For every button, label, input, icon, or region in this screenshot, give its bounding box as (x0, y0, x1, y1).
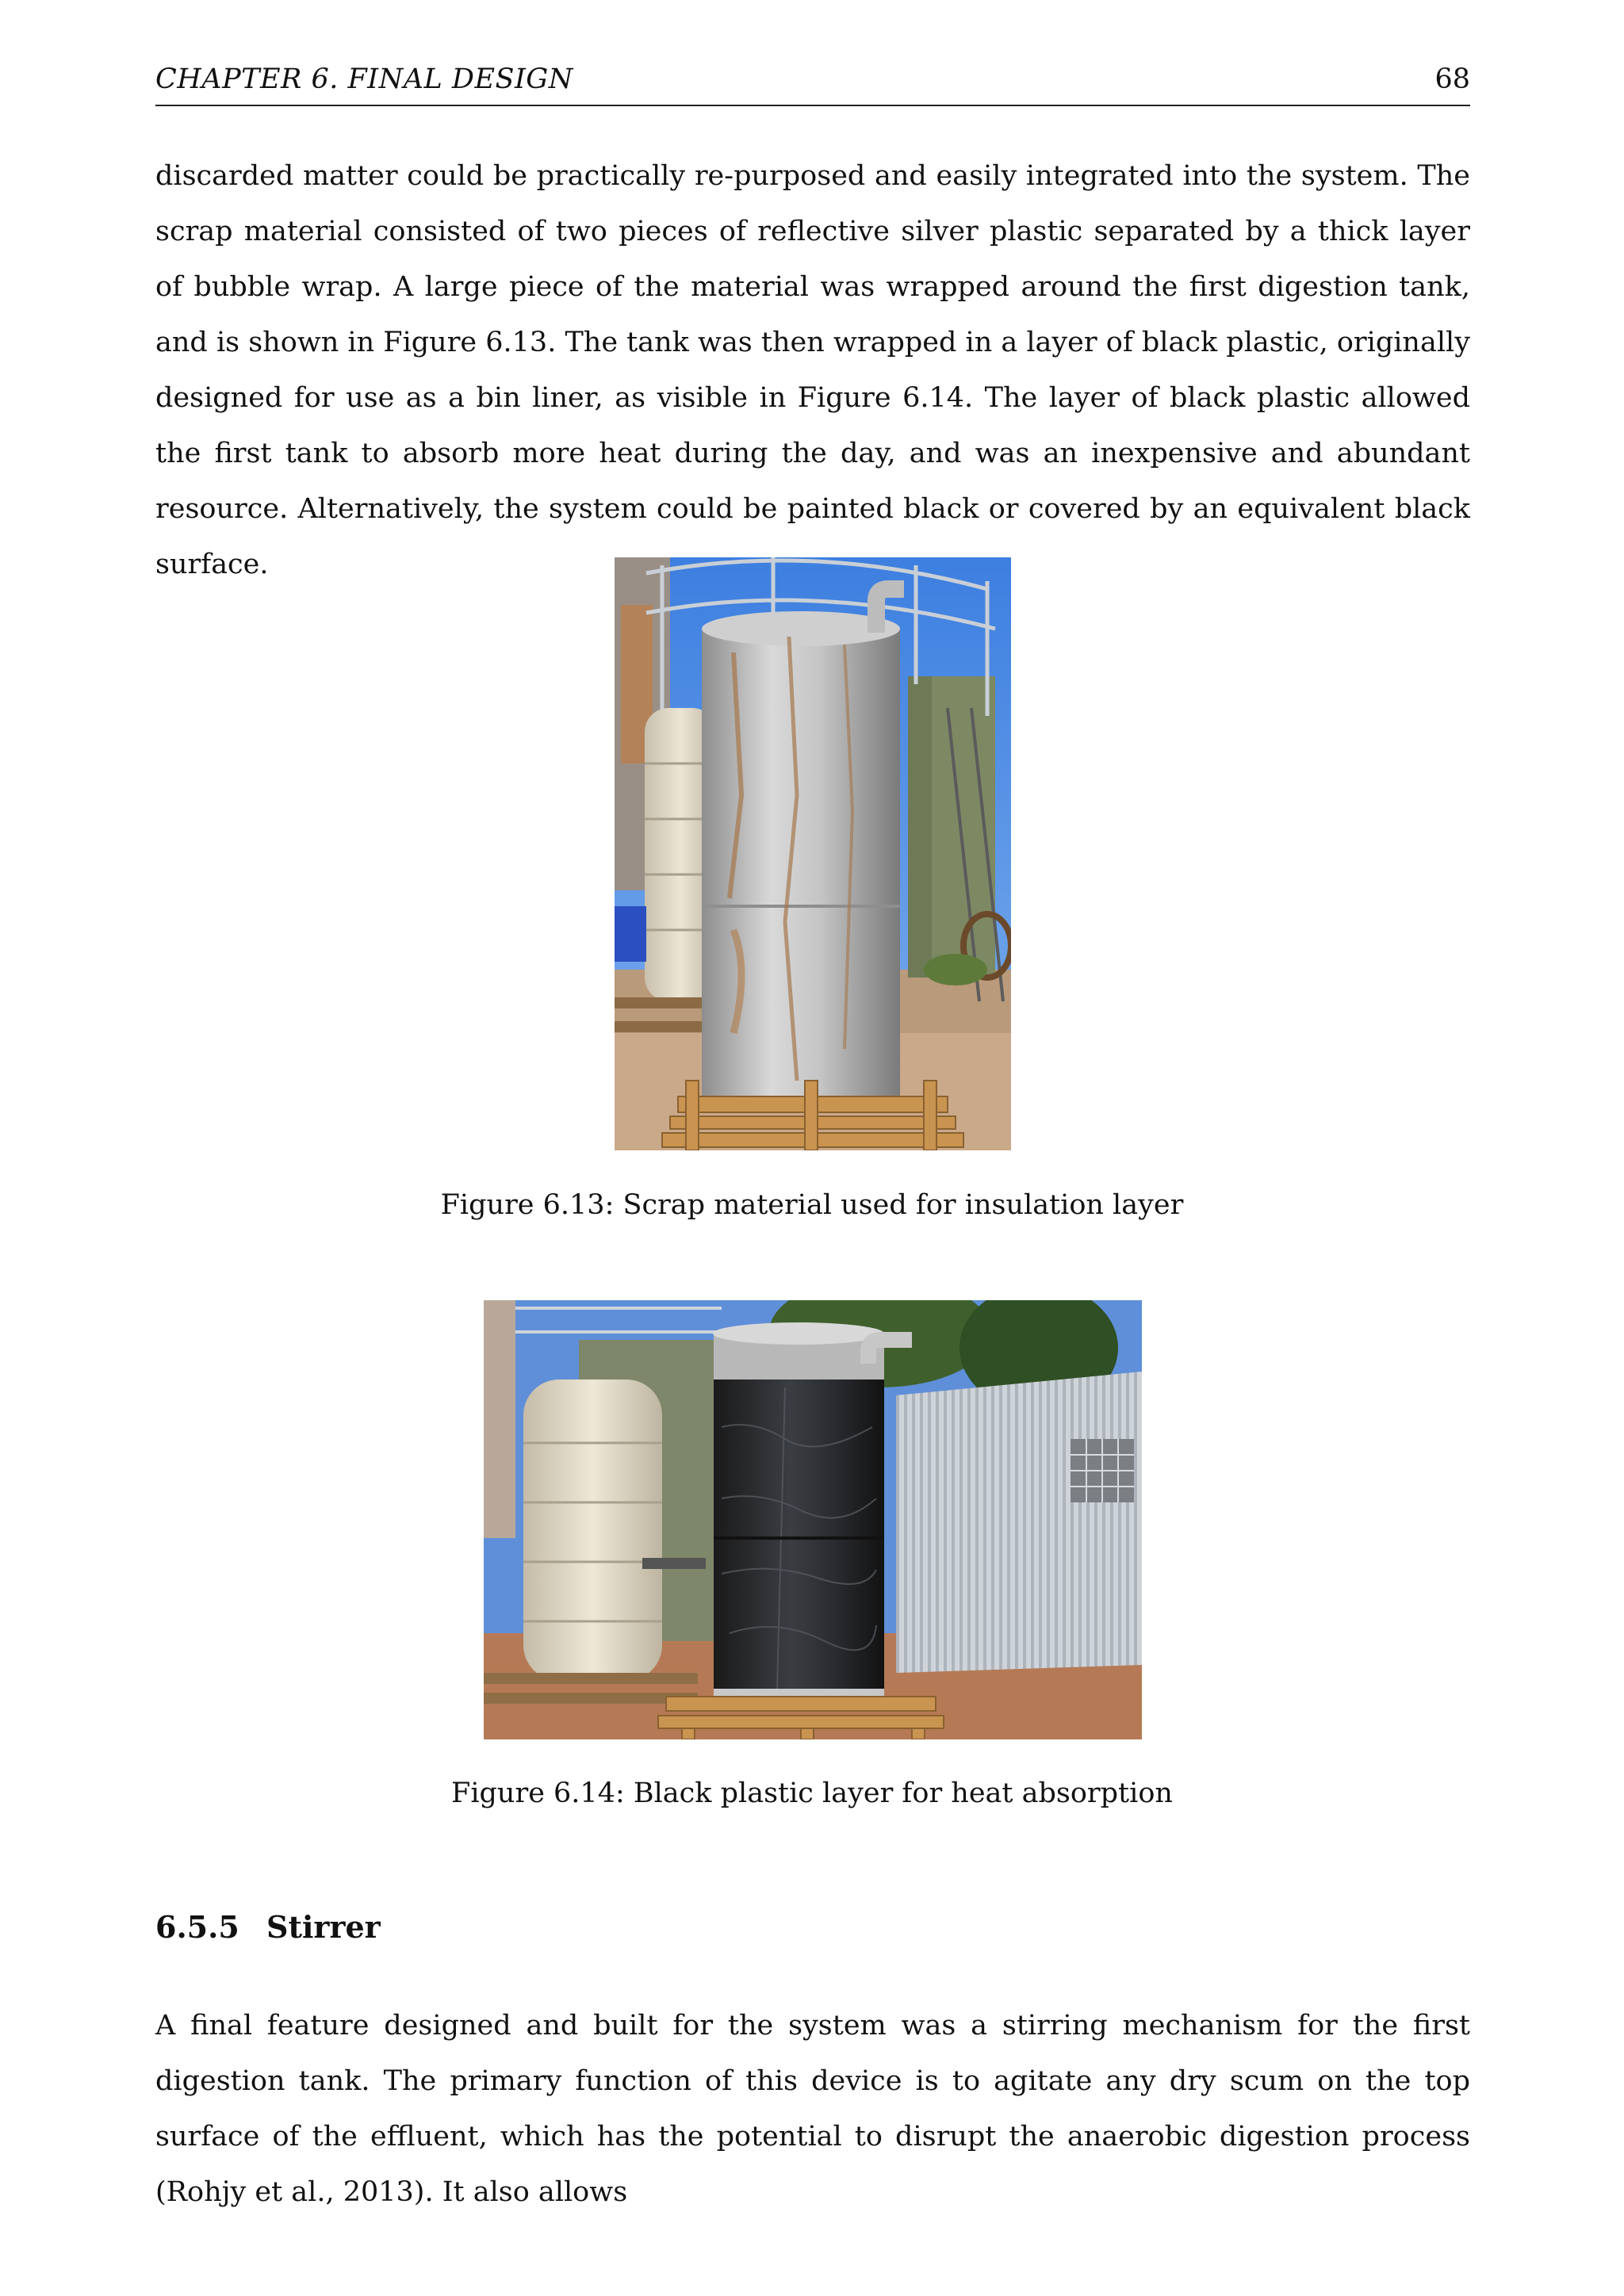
figure-6-14-photo (484, 1300, 1142, 1739)
section-heading (155, 1909, 381, 1945)
section-number: 6.5.5 (155, 1909, 239, 1945)
figure-6-13-photo (615, 557, 1011, 1150)
chapter-title: CHAPTER 6. FINAL DESIGN (155, 63, 573, 95)
running-header (155, 62, 1470, 106)
page-number: 68 (1434, 63, 1470, 95)
figure-6-14-caption: Figure 6.14: Black plastic layer for heat absorption (451, 1777, 1173, 1809)
body-paragraph-2: A final feature designed and built for the system was a stirring mechanism for the first digestion tank. The primary function of this device is to agitate any dry scum on the top surface of the effluent, which has the potential to disrupt the anaerobic digestion process (Rohjy et al., 2013). It also allows (155, 2010, 1470, 2208)
figure-6-13-caption: Figure 6.13: Scrap material used for insulation layer (440, 1189, 1184, 1221)
section-title: Stirrer (266, 1909, 381, 1945)
body-paragraph-1: discarded matter could be practically re-purposed and easily integrated into the system. The scrap material consisted of two pieces of reflective silver plastic separated by a thick layer of bubble wrap. A large piece of the material was wrapped around the first digestion tank, and is shown in Figure 6.13. The tank was then wrapped in a layer of black plastic, originally designed for use as a bin liner, as visible in Figure 6.14. The layer of black plastic allowed the first tank to absorb more heat during the day, and was an inexpensive and abundant resource. Alternatively, the system could be painted black or covered by an equivalent black surface. (155, 160, 1471, 580)
